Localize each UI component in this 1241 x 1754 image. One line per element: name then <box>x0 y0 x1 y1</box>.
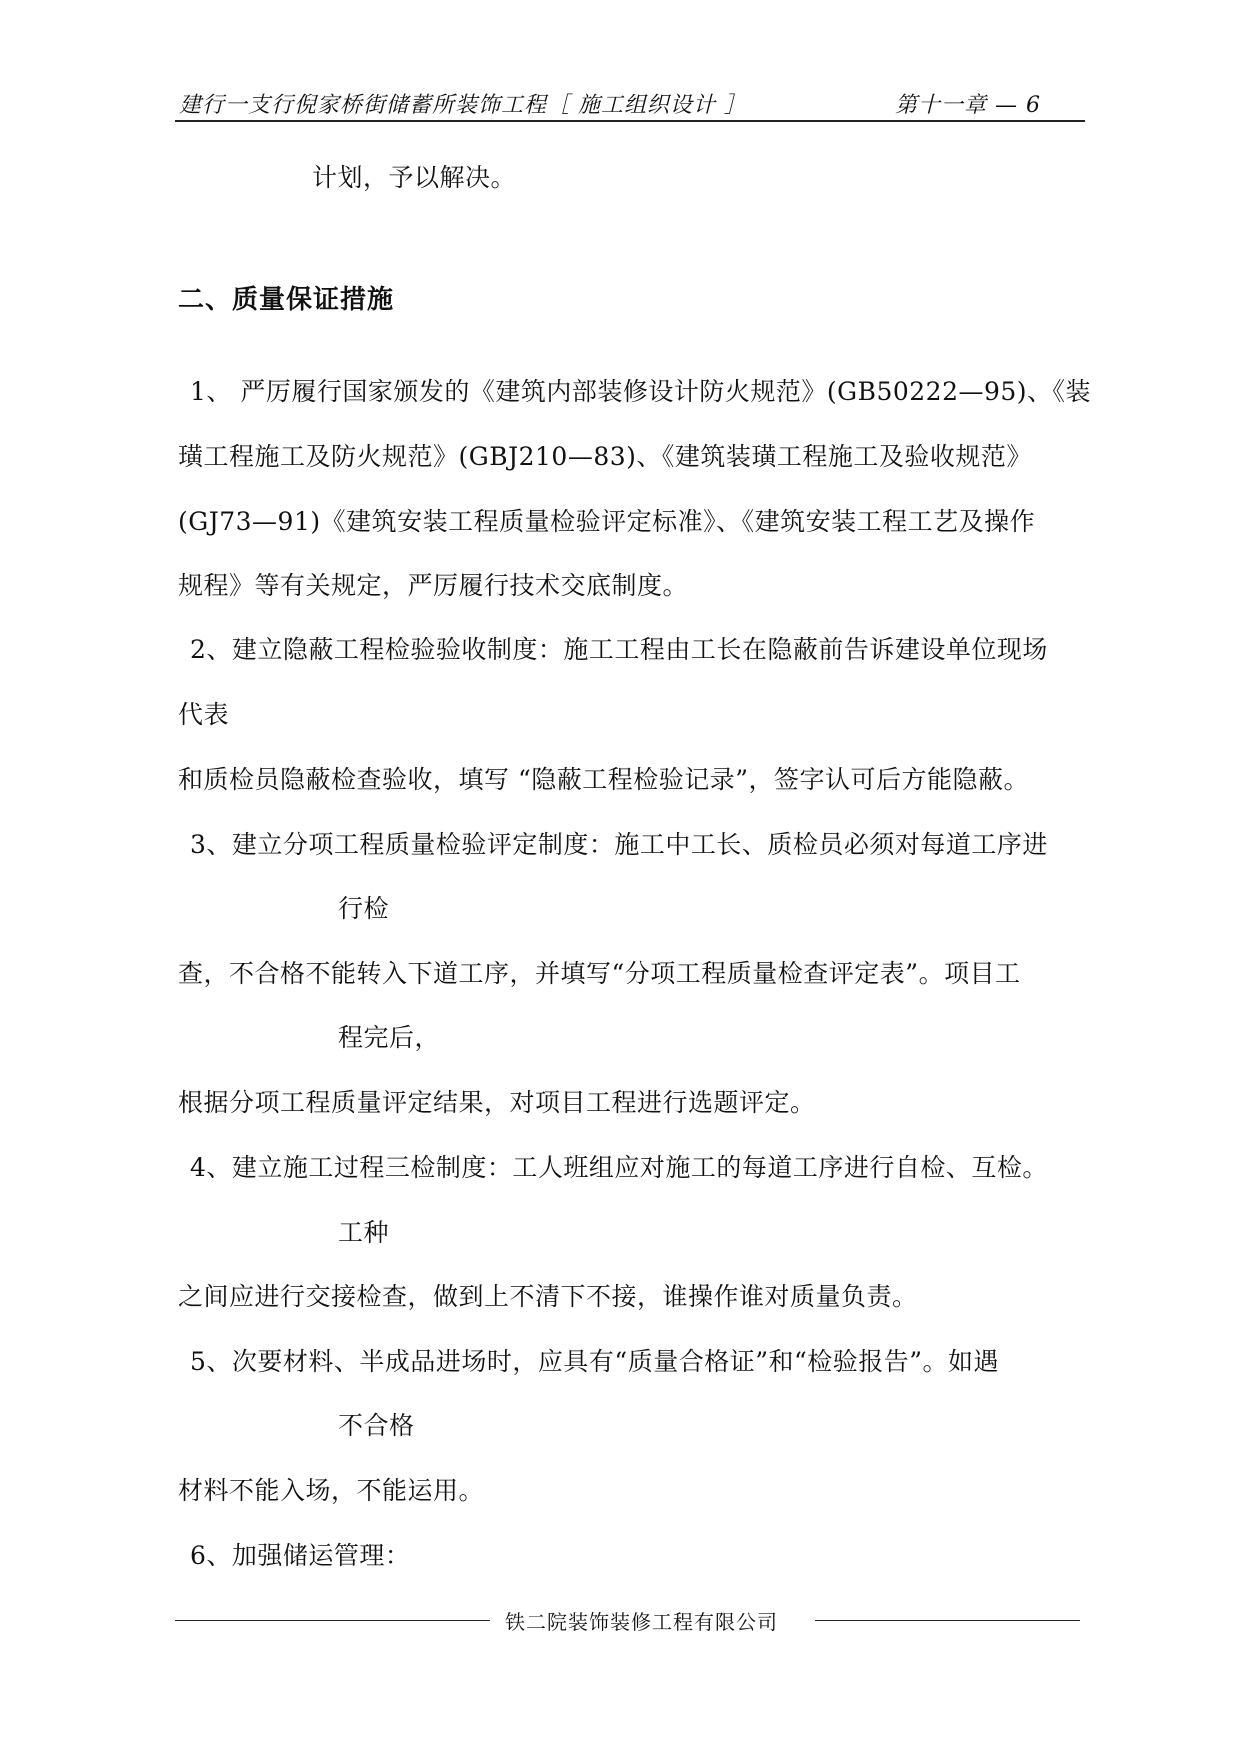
paragraph-5-line-3: 材料不能入场，不能运用。 <box>178 1476 485 1505</box>
chapter-page-number: 第十一章 — 6 <box>895 93 1041 118</box>
paragraph-4-line-1: 4、建立施工过程三检制度：工人班组应对施工的每道工序进行自检、互检。 <box>190 1153 1048 1182</box>
footer-company-name: 铁二院装饰装修工程有限公司 <box>505 1610 778 1634</box>
paragraph-2-line-3: 和质检员隐蔽检查验收，填写 “隐蔽工程检验记录”，签字认可后方能隐蔽。 <box>178 765 1030 794</box>
paragraph-1-line-3: (GJ73—91)《建筑安装工程质量检验评定标准》、《建筑安装工程工艺及操作 <box>178 507 1036 536</box>
section-heading: 二、质量保证措施 <box>178 285 395 315</box>
paragraph-3-line-1: 3、建立分项工程质量检验评定制度：施工中工长、质检员必须对每道工序进 <box>190 830 1048 859</box>
document-title: 建行一支行倪家桥街储蓄所装饰工程［ 施工组织设计 ］ <box>179 93 747 118</box>
paragraph-1-line-2: 璜工程施工及防火规范》(GBJ210—83)、《建筑装璜工程施工及验收规范》 <box>178 442 1032 471</box>
paragraph-3-line-2: 行检 <box>338 894 390 923</box>
footer-rule-left <box>175 1620 490 1621</box>
paragraph-4-line-2: 工种 <box>338 1218 390 1247</box>
page-footer <box>175 1604 1075 1636</box>
paragraph-3-line-5: 根据分项工程质量评定结果，对项目工程进行选题评定。 <box>178 1088 816 1117</box>
intro-line: 计划，予以解决。 <box>312 163 517 192</box>
paragraph-1-line-1: 1、 严厉履行国家颁发的《建筑内部装修设计防火规范》(GB50222—95)、《装 <box>190 377 1092 406</box>
paragraph-2-line-1: 2、建立隐蔽工程检验验收制度：施工工程由工长在隐蔽前告诉建设单位现场 <box>190 635 1048 664</box>
paragraph-5-line-2: 不合格 <box>338 1411 415 1440</box>
paragraph-4-line-3: 之间应进行交接检查，做到上不清下不接，谁操作谁对质量负责。 <box>178 1282 918 1311</box>
page-header <box>175 84 1085 122</box>
paragraph-3-line-4: 程完后， <box>338 1023 441 1052</box>
paragraph-3-line-3: 查，不合格不能转入下道工序，并填写“分项工程质量检查评定表”。项目工 <box>178 959 1021 988</box>
paragraph-2-line-2: 代表 <box>178 700 230 729</box>
paragraph-5-line-1: 5、次要材料、半成品进场时，应具有“质量合格证”和“检验报告”。如遇 <box>190 1347 1000 1376</box>
paragraph-1-line-4: 规程》等有关规定，严厉履行技术交底制度。 <box>178 571 689 600</box>
footer-rule-right <box>815 1620 1080 1621</box>
paragraph-6-line-1: 6、加强储运管理： <box>190 1541 411 1570</box>
